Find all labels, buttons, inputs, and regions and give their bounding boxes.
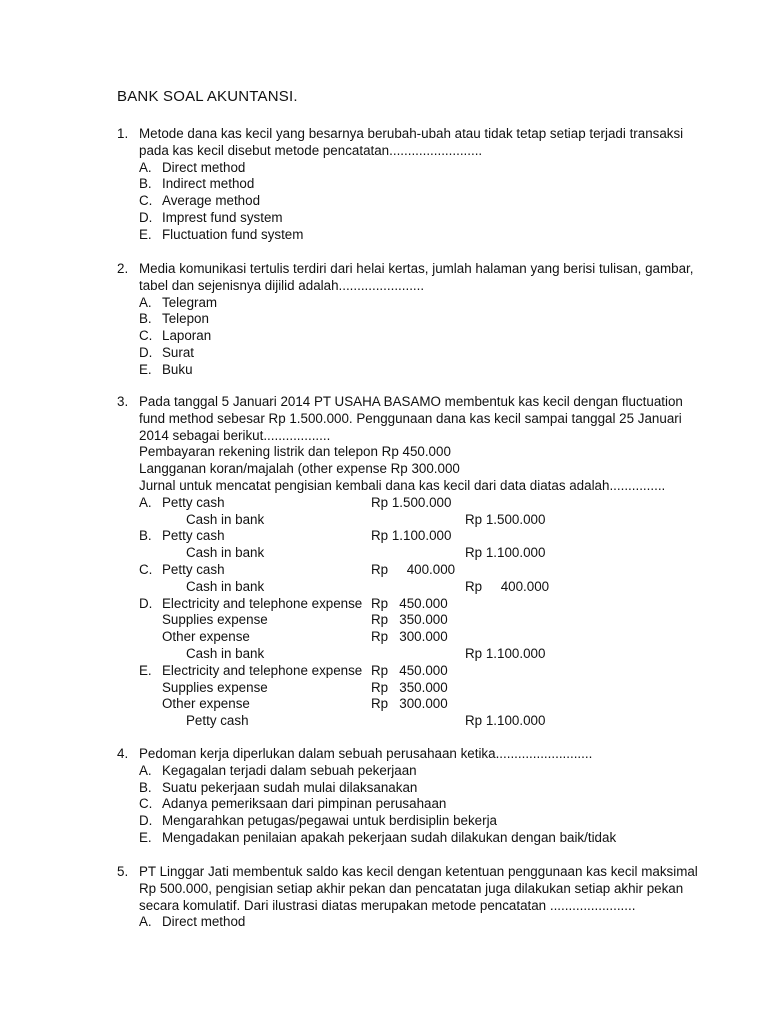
question-text-line: Pembayaran rekening listrik dan telepon Rp 450.000 <box>139 444 451 460</box>
answer-option <box>139 176 739 193</box>
option-letter: E. <box>139 361 152 377</box>
journal-account: Petty cash <box>162 528 225 544</box>
journal-row <box>139 663 739 680</box>
option-text: Adanya pemeriksaan dari pimpinan perusahaan <box>162 796 447 812</box>
question-text-line: Rp 500.000, pengisian setiap akhir pekan dan pencatatan juga dilakukan setiap akhir pekan <box>139 880 684 896</box>
option-letter: E. <box>139 829 152 845</box>
option-letter: C. <box>139 328 153 344</box>
question-text-line: Langganan koran/majalah (other expense Rp 300.000 <box>139 461 460 477</box>
journal-debit: Rp 450.000 <box>371 595 448 611</box>
journal-account: Other expense <box>162 696 250 712</box>
option-text: Indirect method <box>162 176 255 192</box>
journal-account: Petty cash <box>162 561 225 577</box>
question-text-line: pada kas kecil disebut metode pencatatan......................... <box>139 142 483 158</box>
question-text-line: tabel dan sejenisnya dijilid adalah....................... <box>139 277 425 293</box>
answer-option <box>139 328 739 345</box>
option-text: Imprest fund system <box>162 209 283 225</box>
journal-debit: Rp 400.000 <box>371 561 456 577</box>
question-body <box>139 261 739 379</box>
journal-debit: Rp 450.000 <box>371 662 448 678</box>
journal-account: Other expense <box>162 629 250 645</box>
journal-account: Petty cash <box>186 713 249 729</box>
journal-row <box>139 596 739 613</box>
answer-option <box>139 345 739 362</box>
journal-credit: Rp 1.500.000 <box>465 511 546 527</box>
option-text: Buku <box>162 361 193 377</box>
answer-option <box>139 914 739 931</box>
option-letter: B. <box>139 176 152 192</box>
option-letter: B. <box>139 528 152 544</box>
option-letter: A. <box>139 159 152 175</box>
journal-debit: Rp 1.500.000 <box>371 494 452 510</box>
answer-option <box>139 295 739 312</box>
question-body <box>139 864 739 931</box>
option-text: Fluctuation fund system <box>162 226 304 242</box>
question-text-line: secara komulatif. Dari ilustrasi diatas merupakan metode pencatatan ....................... <box>139 897 636 913</box>
journal-debit: Rp 350.000 <box>371 612 448 628</box>
journal-row <box>139 680 739 697</box>
option-text: Telepon <box>162 311 209 327</box>
option-letter: C. <box>139 193 153 209</box>
question-body <box>139 394 739 730</box>
journal-account: Cash in bank <box>186 511 265 527</box>
journal-row <box>139 528 739 545</box>
option-text: Mengarahkan petugas/pegawai untuk berdisiplin bekerja <box>162 813 497 829</box>
option-text: Direct method <box>162 914 246 930</box>
journal-account: Supplies expense <box>162 679 268 695</box>
answer-option <box>139 160 739 177</box>
answer-option <box>139 763 739 780</box>
journal-account: Electricity and telephone expense <box>162 595 363 611</box>
option-text: Telegram <box>162 294 218 310</box>
question-text-line: fund method sebesar Rp 1.500.000. Penggunaan dana kas kecil sampai tanggal 25 Januari <box>139 410 682 426</box>
question-body <box>139 126 739 244</box>
answer-option <box>139 830 739 847</box>
journal-row <box>139 646 739 663</box>
journal-account: Supplies expense <box>162 612 268 628</box>
option-letter: E. <box>139 662 152 678</box>
answer-option <box>139 780 739 797</box>
answer-option <box>139 193 739 210</box>
option-text: Laporan <box>162 328 212 344</box>
question-text-line: Jurnal untuk mencatat pengisian kembali dana kas kecil dari data diatas adalah............... <box>139 477 666 493</box>
journal-row <box>139 696 739 713</box>
journal-row <box>139 495 739 512</box>
question-number: 4. <box>117 746 129 761</box>
journal-debit: Rp 300.000 <box>371 696 448 712</box>
option-text: Direct method <box>162 159 246 175</box>
option-letter: C. <box>139 561 153 577</box>
question-text-line: Pada tanggal 5 Januari 2014 PT USAHA BASAMO membentuk kas kecil dengan fluctuation <box>139 394 683 409</box>
option-text: Surat <box>162 344 195 360</box>
option-letter: B. <box>139 779 152 795</box>
option-text: Mengadakan penilaian apakah pekerjaan sudah dilakukan dengan baik/tidak <box>162 829 617 845</box>
question-number: 3. <box>117 394 129 409</box>
journal-account: Cash in bank <box>186 578 265 594</box>
journal-credit: Rp 1.100.000 <box>465 645 546 661</box>
question-body <box>139 746 739 847</box>
option-letter: D. <box>139 344 153 360</box>
question-number: 1. <box>117 126 129 141</box>
journal-row <box>139 545 739 562</box>
journal-debit: Rp 1.100.000 <box>371 528 452 544</box>
journal-row <box>139 562 739 579</box>
option-letter: D. <box>139 209 153 225</box>
journal-credit: Rp 1.100.000 <box>465 545 546 561</box>
journal-debit: Rp 350.000 <box>371 679 448 695</box>
question-text-line: 2014 sebagai berikut.................. <box>139 427 331 443</box>
journal-row <box>139 579 739 596</box>
option-letter: D. <box>139 813 153 829</box>
question-text-line: Media komunikasi tertulis terdiri dari helai kertas, jumlah halaman yang berisi tulisan, gambar, <box>139 261 694 276</box>
answer-option <box>139 311 739 328</box>
answer-option <box>139 813 739 830</box>
question-text-line: Metode dana kas kecil yang besarnya berubah-ubah atau tidak tetap setiap terjadi transaksi <box>139 126 684 141</box>
journal-credit: Rp 1.100.000 <box>465 713 546 729</box>
question-number: 2. <box>117 261 129 276</box>
journal-account: Electricity and telephone expense <box>162 662 363 678</box>
answer-option <box>139 210 739 227</box>
option-letter: A. <box>139 762 152 778</box>
journal-row <box>139 713 739 730</box>
document-title: BANK SOAL AKUNTANSI. <box>117 88 298 105</box>
option-letter: C. <box>139 796 153 812</box>
option-text: Kegagalan terjadi dalam sebuah pekerjaan <box>162 762 417 778</box>
question-text-line: Pedoman kerja diperlukan dalam sebuah perusahaan ketika.......................... <box>139 746 593 761</box>
option-letter: A. <box>139 294 152 310</box>
option-letter: B. <box>139 311 152 327</box>
option-letter: E. <box>139 226 152 242</box>
journal-credit: Rp 400.000 <box>465 578 550 594</box>
answer-option <box>139 796 739 813</box>
journal-row <box>139 612 739 629</box>
option-letter: D. <box>139 595 153 611</box>
option-text: Average method <box>162 193 261 209</box>
journal-account: Cash in bank <box>186 545 265 561</box>
answer-option <box>139 227 739 244</box>
answer-option <box>139 362 739 379</box>
journal-row <box>139 629 739 646</box>
option-letter: A. <box>139 914 152 930</box>
journal-row <box>139 512 739 529</box>
option-letter: A. <box>139 494 152 510</box>
journal-debit: Rp 300.000 <box>371 629 448 645</box>
question-text-line: PT Linggar Jati membentuk saldo kas kecil dengan ketentuan penggunaan kas kecil maksimal <box>139 864 698 879</box>
journal-account: Petty cash <box>162 494 225 510</box>
question-number: 5. <box>117 864 129 879</box>
journal-account: Cash in bank <box>186 645 265 661</box>
option-text: Suatu pekerjaan sudah mulai dilaksanakan <box>162 779 418 795</box>
